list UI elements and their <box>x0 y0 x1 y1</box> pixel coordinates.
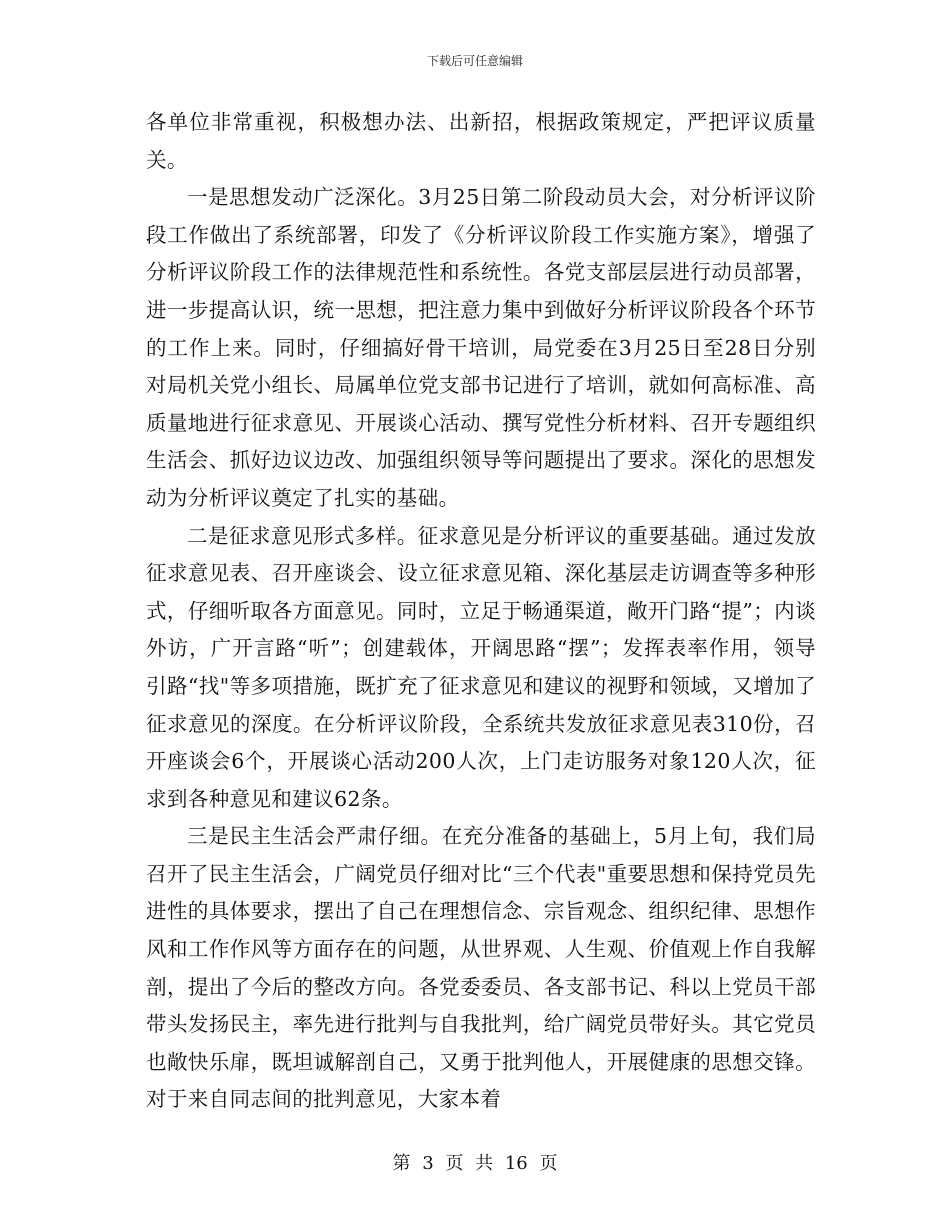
paragraph-democratic-life-meeting: 三是民主生活会严肃仔细。在充分准备的基础上，5月上旬，我们局召开了民主生活会，广阔党员仔细对比“三个代表"重要思想和保持党员先进性的具体要求，摆出了自己在理想信念、宗旨观念、组织纪律、思想作风和工作作风等方面存在的问题，从世界观、人生观、价值观上作自我解剖，提出了今后的整改方向。各党委委员、各支部书记、科以上党员干部带头发扬民主，率先进行批判与自我批判，给广阔党员带好头。其它党员也敞快乐扉，既坦诚解剖自己，又勇于批判他人，开展健康的思想交锋。对于来自同志间的批判意见，大家本着 <box>146 824 816 1112</box>
paragraph-soliciting-opinions: 二是征求意见形式多样。征求意见是分析评议的重要基础。通过发放征求意见表、召开座谈会、设立征求意见箱、深化基层走访调查等多种形式，仔细听取各方面意见。同时，立足于畅通渠道，敞开门路“提”；内谈外访，广开言路“听”；创建载体，开阔思路“摆”；发挥表率作用，领导引路“找"等多项措施，既扩充了征求意见和建议的视野和领域，又增加了征求意见的深度。在分析评议阶段，全系统共发放征求意见表310份，召开座谈会6个，开展谈心活动200人次，上门走访服务对象120人次，征求到各种意见和建议62条。 <box>146 523 816 811</box>
paragraph-ideological-mobilization: 一是思想发动广泛深化。3月25日第二阶段动员大会，对分析评议阶段工作做出了系统部署，印发了《分析评议阶段工作实施方案》，增强了分析评议阶段工作的法律规范性和系统性。各党支部层层进行动员部署，进一步提高认识，统一思想，把注意力集中到做好分析评议阶段各个环节的工作上来。同时，仔细搞好骨干培训，局党委在3月25日至28日分别对局机关党小组长、局属单位党支部书记进行了培训，就如何高标准、高质量地进行征求意见、开展谈心活动、撰写党性分析材料、召开专题组织生活会、抓好边议边改、加强组织领导等问题提出了要求。深化的思想发动为分析评议奠定了扎实的基础。 <box>146 185 816 510</box>
document-body <box>146 104 816 1119</box>
paragraph-continuation: 各单位非常重视，积极想办法、出新招，根据政策规定，严把评议质量关。 <box>146 110 816 172</box>
page-header: 下载后可任意编辑 <box>426 54 523 68</box>
page-number-footer: 第 3 页 共 16 页 <box>392 1153 558 1174</box>
